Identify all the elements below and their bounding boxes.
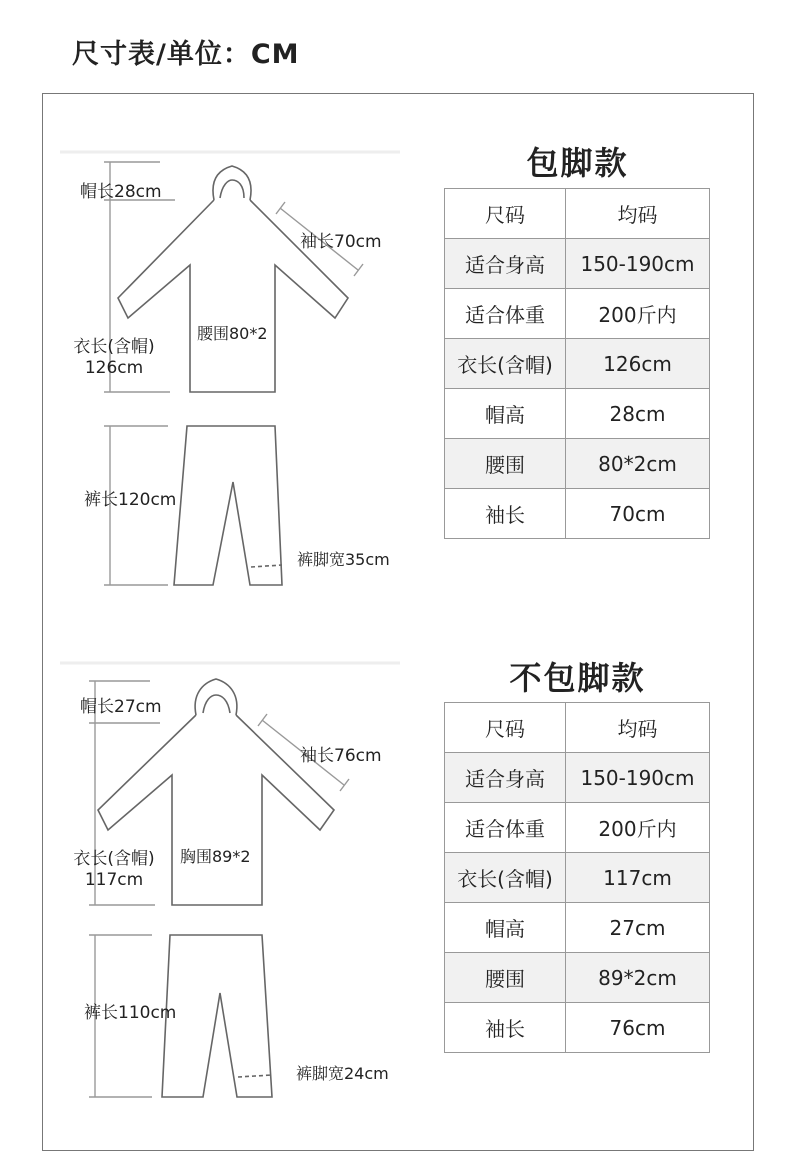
body-length-label <box>68 337 160 379</box>
hood-outline <box>195 679 237 715</box>
waist-label: 腰围80*2 <box>197 324 268 343</box>
body-length-label-line2: 117cm <box>84 870 144 890</box>
table-row: 适合身高 150-190cm <box>445 753 710 803</box>
section-title: 包脚款 <box>526 144 629 182</box>
table-row: 适合体重 200斤内 <box>445 289 710 339</box>
sleeve-length-label: 袖长70cm <box>300 232 382 252</box>
table-row: 袖长 70cm <box>445 489 710 539</box>
pants-length-label: 裤长110cm <box>84 1003 177 1023</box>
table-row: 尺码 均码 <box>445 189 710 239</box>
pant-hem-label: 裤脚宽24cm <box>296 1064 389 1083</box>
table-row: 帽高 28cm <box>445 389 710 439</box>
body-length-label-line1: 衣长(含帽) <box>73 337 155 357</box>
size-table <box>444 702 710 1053</box>
table-row: 腰围 89*2cm <box>445 953 710 1003</box>
hood-face <box>203 695 230 713</box>
raincoat-diagram-wrapped-foot <box>0 130 440 600</box>
table-row: 适合体重 200斤内 <box>445 803 710 853</box>
hood-face <box>220 180 244 198</box>
body-length-label-line2: 126cm <box>84 358 144 378</box>
section-wrapped-foot <box>0 130 790 630</box>
table-row: 衣长(含帽) 117cm <box>445 853 710 903</box>
pants-outline <box>162 935 272 1097</box>
pant-hem-label: 裤脚宽35cm <box>297 550 390 569</box>
body-length-label <box>68 849 160 891</box>
page-title: 尺寸表/单位：CM <box>72 39 300 70</box>
hood-outline <box>213 166 251 200</box>
table-row: 袖长 76cm <box>445 1003 710 1053</box>
raincoat-diagram-open-foot <box>0 645 440 1115</box>
hood-length-label: 帽长28cm <box>80 182 162 202</box>
hood-length-label: 帽长27cm <box>80 697 162 717</box>
table-row: 腰围 80*2cm <box>445 439 710 489</box>
section-title: 不包脚款 <box>509 659 646 697</box>
table-row: 衣长(含帽) 126cm <box>445 339 710 389</box>
section-open-foot <box>0 645 790 1145</box>
table-row: 帽高 27cm <box>445 903 710 953</box>
table-row: 适合身高 150-190cm <box>445 239 710 289</box>
size-table <box>444 188 710 539</box>
body-length-label-line1: 衣长(含帽) <box>73 849 155 869</box>
pants-length-label: 裤长120cm <box>84 490 177 510</box>
chest-label: 胸围89*2 <box>180 847 251 866</box>
pants-outline <box>174 426 282 585</box>
sleeve-length-label: 袖长76cm <box>300 746 382 766</box>
table-row: 尺码 均码 <box>445 703 710 753</box>
